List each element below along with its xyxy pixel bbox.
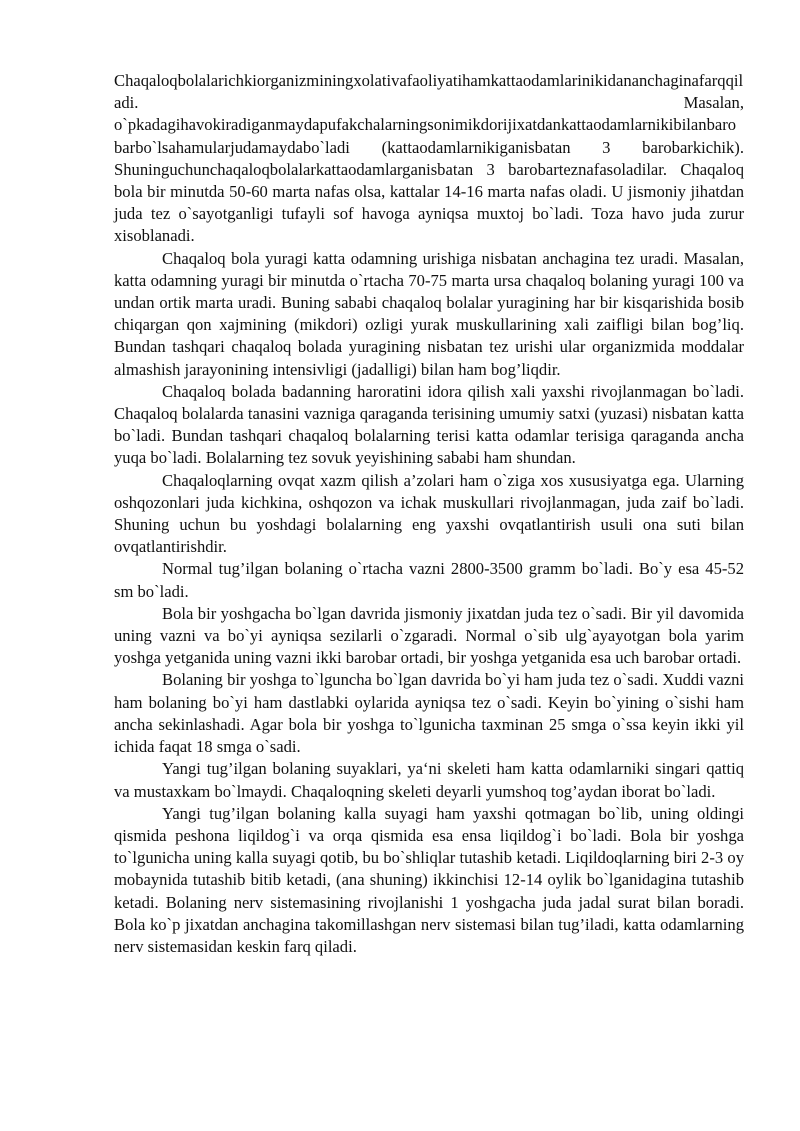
paragraph-weight-growth: Bola bir yoshgacha bo`lgan davrida jismoniy jixatdan juda tez o`sadi. Bir yil davomida uning vazni va bo`yi ayniqsa sezilarli o`zgaradi. Normal o`sib ulg`ayayotgan bola yarim yoshga yetganida uning vazni ikki barobar ortadi, bir yoshga yetganida esa uch barobar ortadi.: [114, 603, 744, 668]
paragraph-respiration: Chaqaloqbolalarichkiorganizminingxolativafaoliyatihamkattaodamlarinikidananchaginafarqqiladi. Masalan, o`pkadagihavokiradiganmaydapufakchalarningsonimikdorijixatdankattaodamlarnikibilanbarobarbo`lsahamularjudamaydabo`ladi (kattaodamlarnikiganisbatan 3 barobarkichik). Shuninguchunchaqaloqbolalarkattaodamlarganisbatan 3 barobarteznafasoladilar. Chaqaloq bola bir minutda 50-60 marta nafas olsa, kattalar 14-16 marta nafas oladi. U jismoniy jihatdan juda tez o`sayotganligi tufayli sof havoga ayniqsa muxtoj bo`ladi. Toza havo juda zurur xisoblanadi.: [114, 71, 744, 246]
paragraph-heart-rate: Chaqaloq bola yuragi katta odamning urishiga nisbatan anchagina tez uradi. Masalan, katta odamning yuragi bir minutda o`rtacha 70-75 marta ursa chaqaloq bolaning yuragi 100 va undan ortik marta uradi. Buning sababi chaqaloq bolalar yuragining har bir kisqarishida bosib chiqargan qon xajmining (mikdori) ozligi yurak muskullarining xali zaifligi bilan bog’liq. Bundan tashqari chaqaloq bolada yuragining nisbatan tez urishi ular organizmida moddalar almashish jarayonining intensivligi (jadalligi) bilan ham bog’liqdir.: [114, 248, 744, 379]
paragraph-digestion: Chaqaloqlarning ovqat xazm qilish a’zolari ham o`ziga xos xususiyatga ega. Ularning oshqozonlari juda kichkina, oshqozon va ichak muskullari rivojlanmagan, juda zaif bo`ladi. Shuning uchun bu yoshdagi bolalarning eng yaxshi ovqatlantirish usuli ona suti bilan ovqatlantirishdir.: [114, 470, 744, 557]
paragraph-temperature-regulation: Chaqaloq bolada badanning haroratini idora qilish xali yaxshi rivojlanmagan bo`ladi. Chaqaloq bolalarda tanasini vazniga qaraganda terisining umumiy satxi (yuzasi) nisbatan katta bo`ladi. Bundan tashqari chaqaloq bolalarning terisi katta odamlar terisiga qaraganda ancha yuqa bo`ladi. Bolalarning tez sovuk yeyishining sababi ham shundan.: [114, 381, 744, 468]
paragraph-skull-nervous-system: Yangi tug’ilgan bolaning kalla suyagi ham yaxshi qotmagan bo`lib, uning oldingi qismida peshona liqildog`i va orqa qismida esa ensa liqildog`i bo`ladi. Bola bir yoshga to`lgunicha uning kalla suyagi qotib, bu bo`shliqlar tutashib ketadi. Liqildoqlarning biri 2-3 oy mobaynida tutashib bitib ketadi, (ana shuning) ikkinchisi 12-14 oylik bo`lganidagina tutashib ketadi. Bolaning nerv sistemasining rivojlanishi 1 yoshgacha juda jadal surat bilan boradi. Bola ko`p jixatdan anchagina takomillashgan nerv sistemasi bilan tug’iladi, katta odamlarning nerv sistemasidan keskin farq qiladi.: [114, 803, 744, 956]
paragraph-height-growth: Bolaning bir yoshga to`lguncha bo`lgan davrida bo`yi ham juda tez o`sadi. Xuddi vazni ham bolaning bo`yi ham dastlabki oylarida ayniqsa tez o`sadi. Keyin bo`yining o`sishi ham ancha sekinlashadi. Agar bola bir yoshga to`lgunicha taxminan 25 smga o`ssa keyin ikki yil ichida faqat 18 smga o`sadi.: [114, 670, 744, 757]
paragraph-skeleton: Yangi tug’ilgan bolaning suyaklari, ya‘ni skeleti ham katta odamlarniki singari qattiq va mustaxkam bo`lmaydi. Chaqaloqning skeleti deyarli yumshoq tog’aydan iborat bo`ladi.: [114, 759, 744, 801]
paragraph-birth-weight: Normal tug’ilgan bolaning o`rtacha vazni 2800-3500 gramm bo`ladi. Bo`y esa 45-52 sm bo`ladi.: [114, 559, 744, 601]
